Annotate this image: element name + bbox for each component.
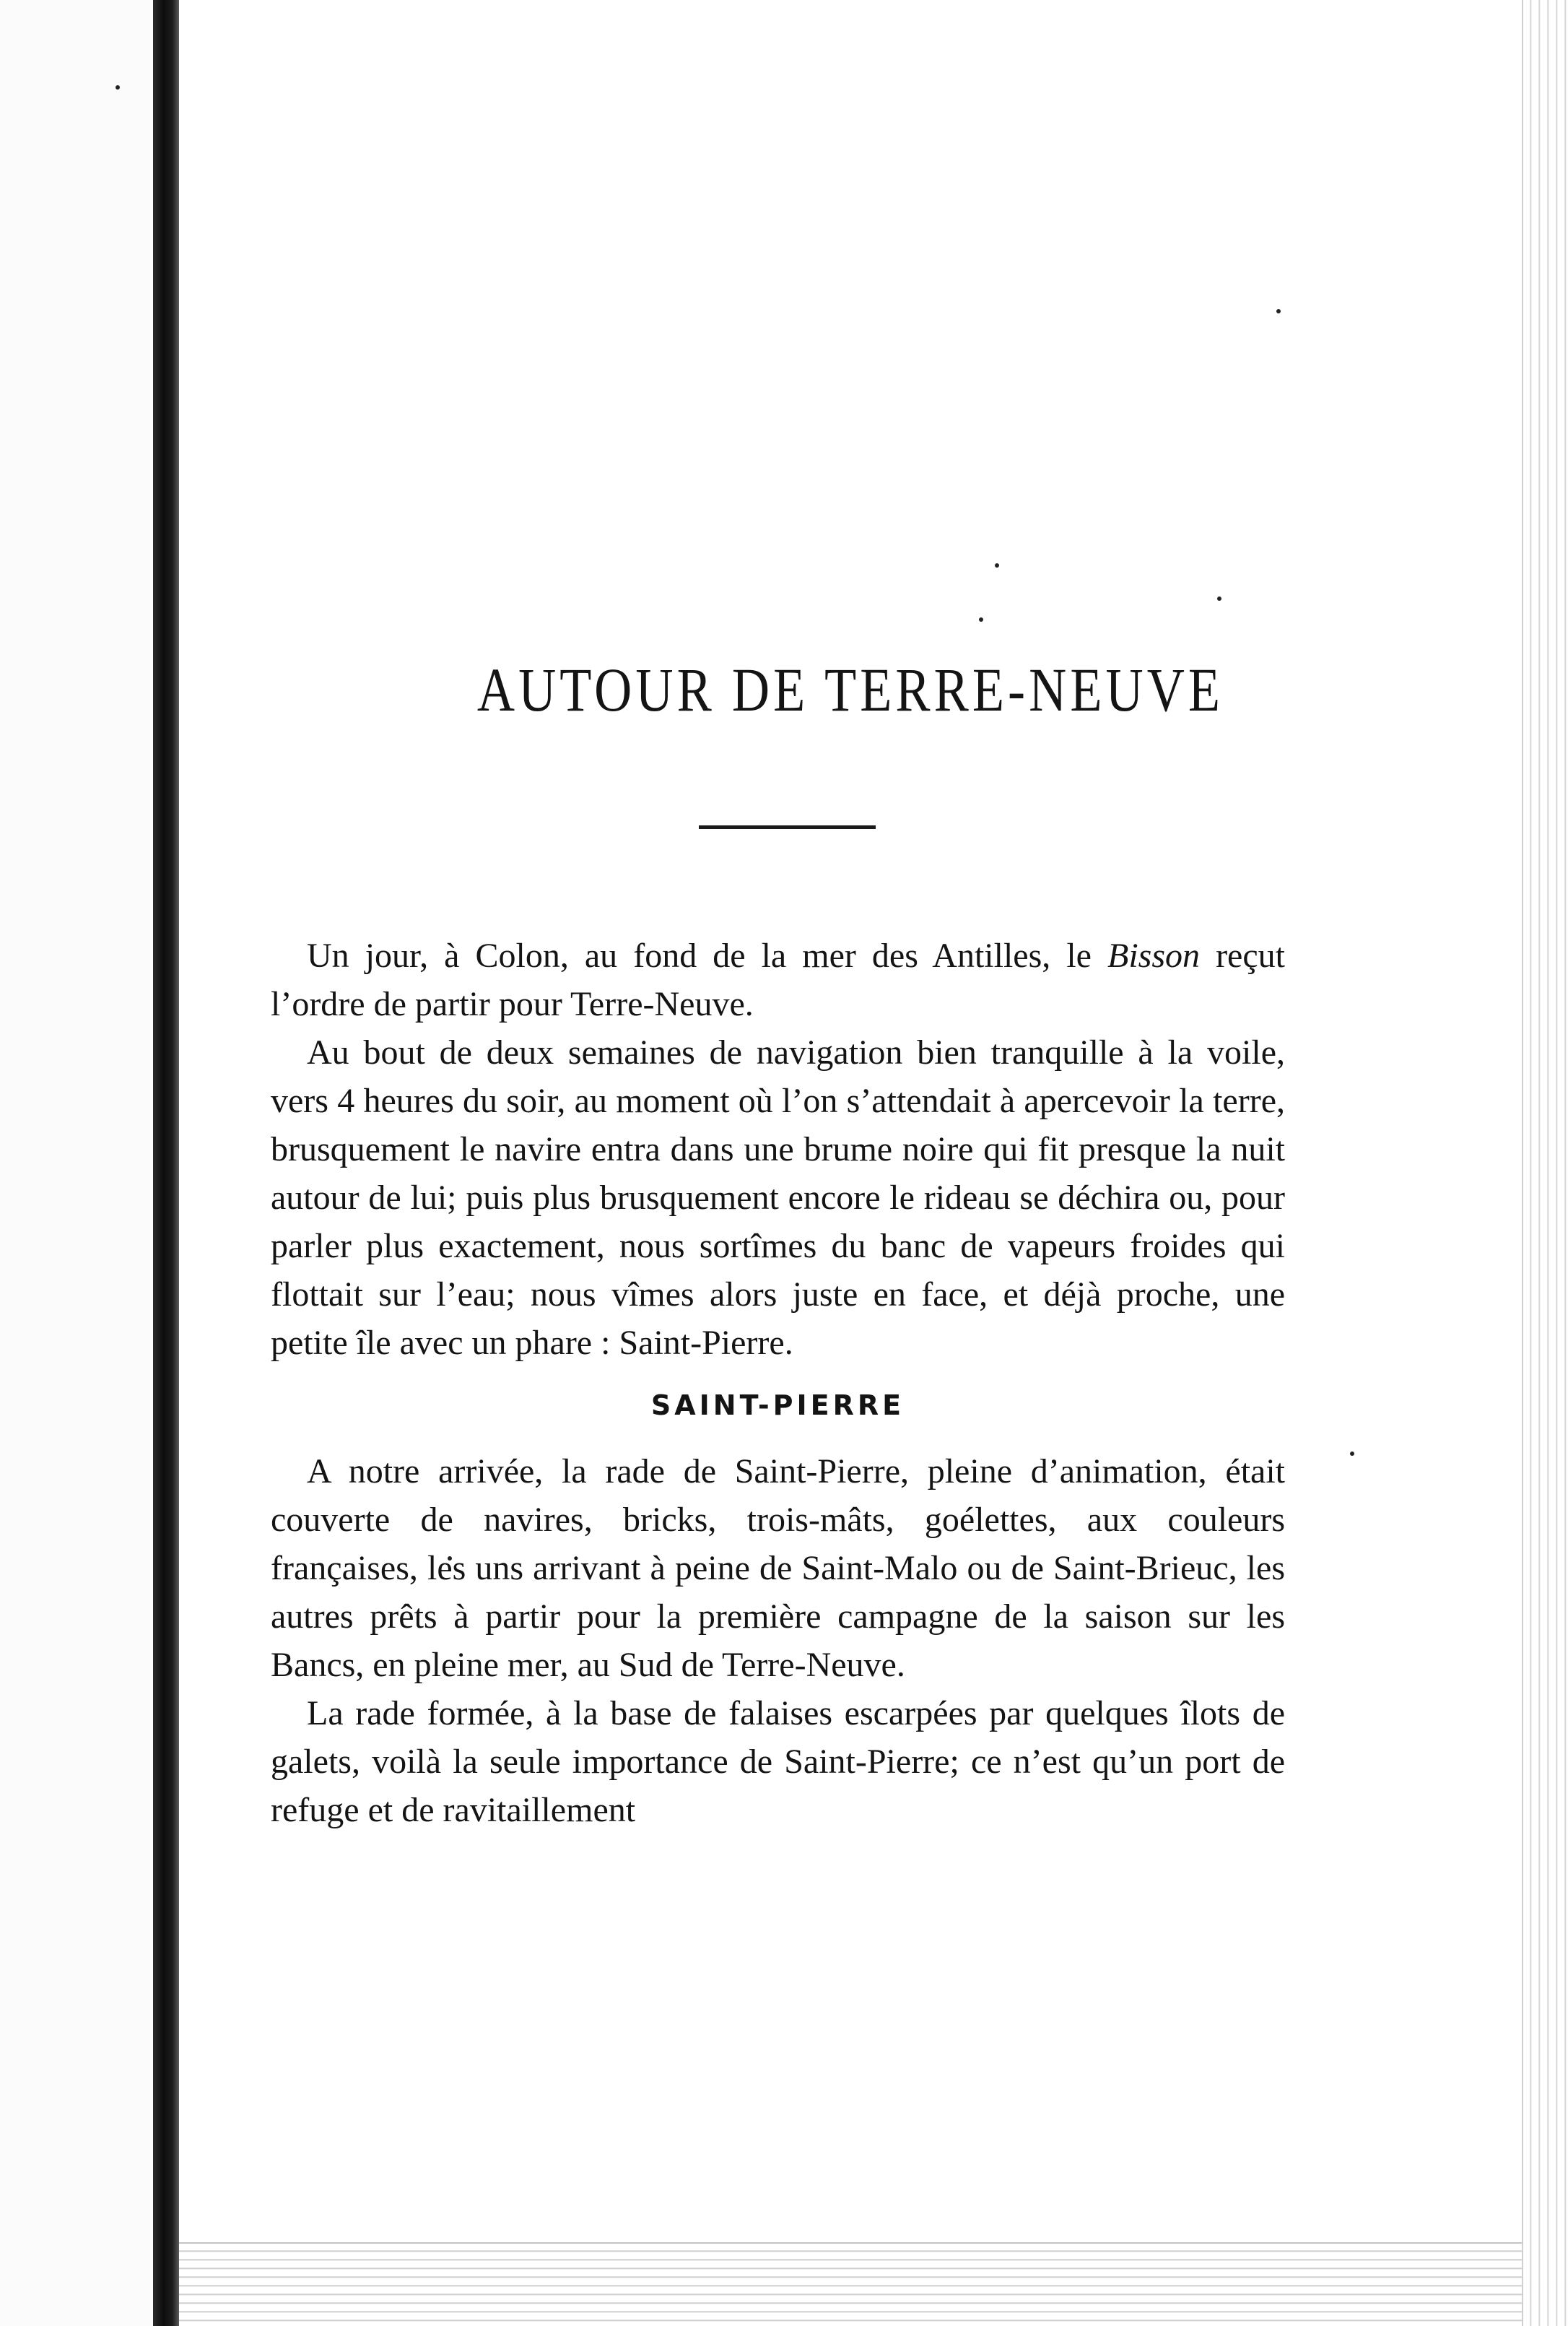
page-edges-right xyxy=(1522,0,1568,2326)
body-text xyxy=(271,932,1285,1834)
paragraph: A notre arrivée, la rade de Saint-Pierre, pleine d’animation, était couverte de navires, bricks, trois-mâts, goélettes, aux couleurs françaises, les uns arrivant à peine de Saint-Malo ou de Saint-Brieuc, les autres prêts à partir pour la première campagne de la saison sur les Bancs, en pleine mer, au Sud de Terre-Neuve. xyxy=(271,1452,1285,1684)
paragraph-text: Un jour, à Colon, au fond de la mer des Antilles, le xyxy=(307,937,1108,975)
scan-speck xyxy=(979,617,983,622)
scan-speck xyxy=(116,85,120,90)
ship-name: Bisson xyxy=(1107,937,1201,975)
scan-speck xyxy=(1276,309,1281,313)
paragraph-text: reçut l’ordre de partir pour Terre-Neuve. xyxy=(271,937,1285,1023)
paragraph: La rade formée, à la base de falaises escarpées par quelques îlots de galets, voilà la seule importance de Saint-Pierre; ce n’est qu’un port de refuge et de ravitaillement xyxy=(271,1694,1285,1829)
left-facing-page xyxy=(0,0,154,2326)
scan-speck xyxy=(995,563,999,568)
paragraph xyxy=(271,932,1285,1028)
paragraph: Au bout de deux semaines de navigation bien tranquille à la voile, vers 4 heures du soir, au moment où l’on s’attendait à apercevoir la terre, brusquement le navire entra dans une brume noire qui fit presque la nuit autour de lui; puis plus brusquement encore le rideau se déchira ou, pour parler plus exactement, nous sortîmes du banc de vapeurs froides qui flottait sur l’eau; nous vîmes alors juste en face, et déjà proche, une petite île avec un phare : Saint-Pierre. xyxy=(271,1033,1285,1362)
book-binding-gutter xyxy=(153,0,179,2326)
scan-speck xyxy=(1217,596,1221,601)
page-edges-bottom xyxy=(179,2242,1522,2326)
title-rule xyxy=(699,825,876,829)
section-heading: SAINT-PIERRE xyxy=(650,1389,905,1421)
chapter-title: AUTOUR DE TERRE-NEUVE xyxy=(476,655,1224,724)
scan-speck xyxy=(1350,1451,1354,1456)
